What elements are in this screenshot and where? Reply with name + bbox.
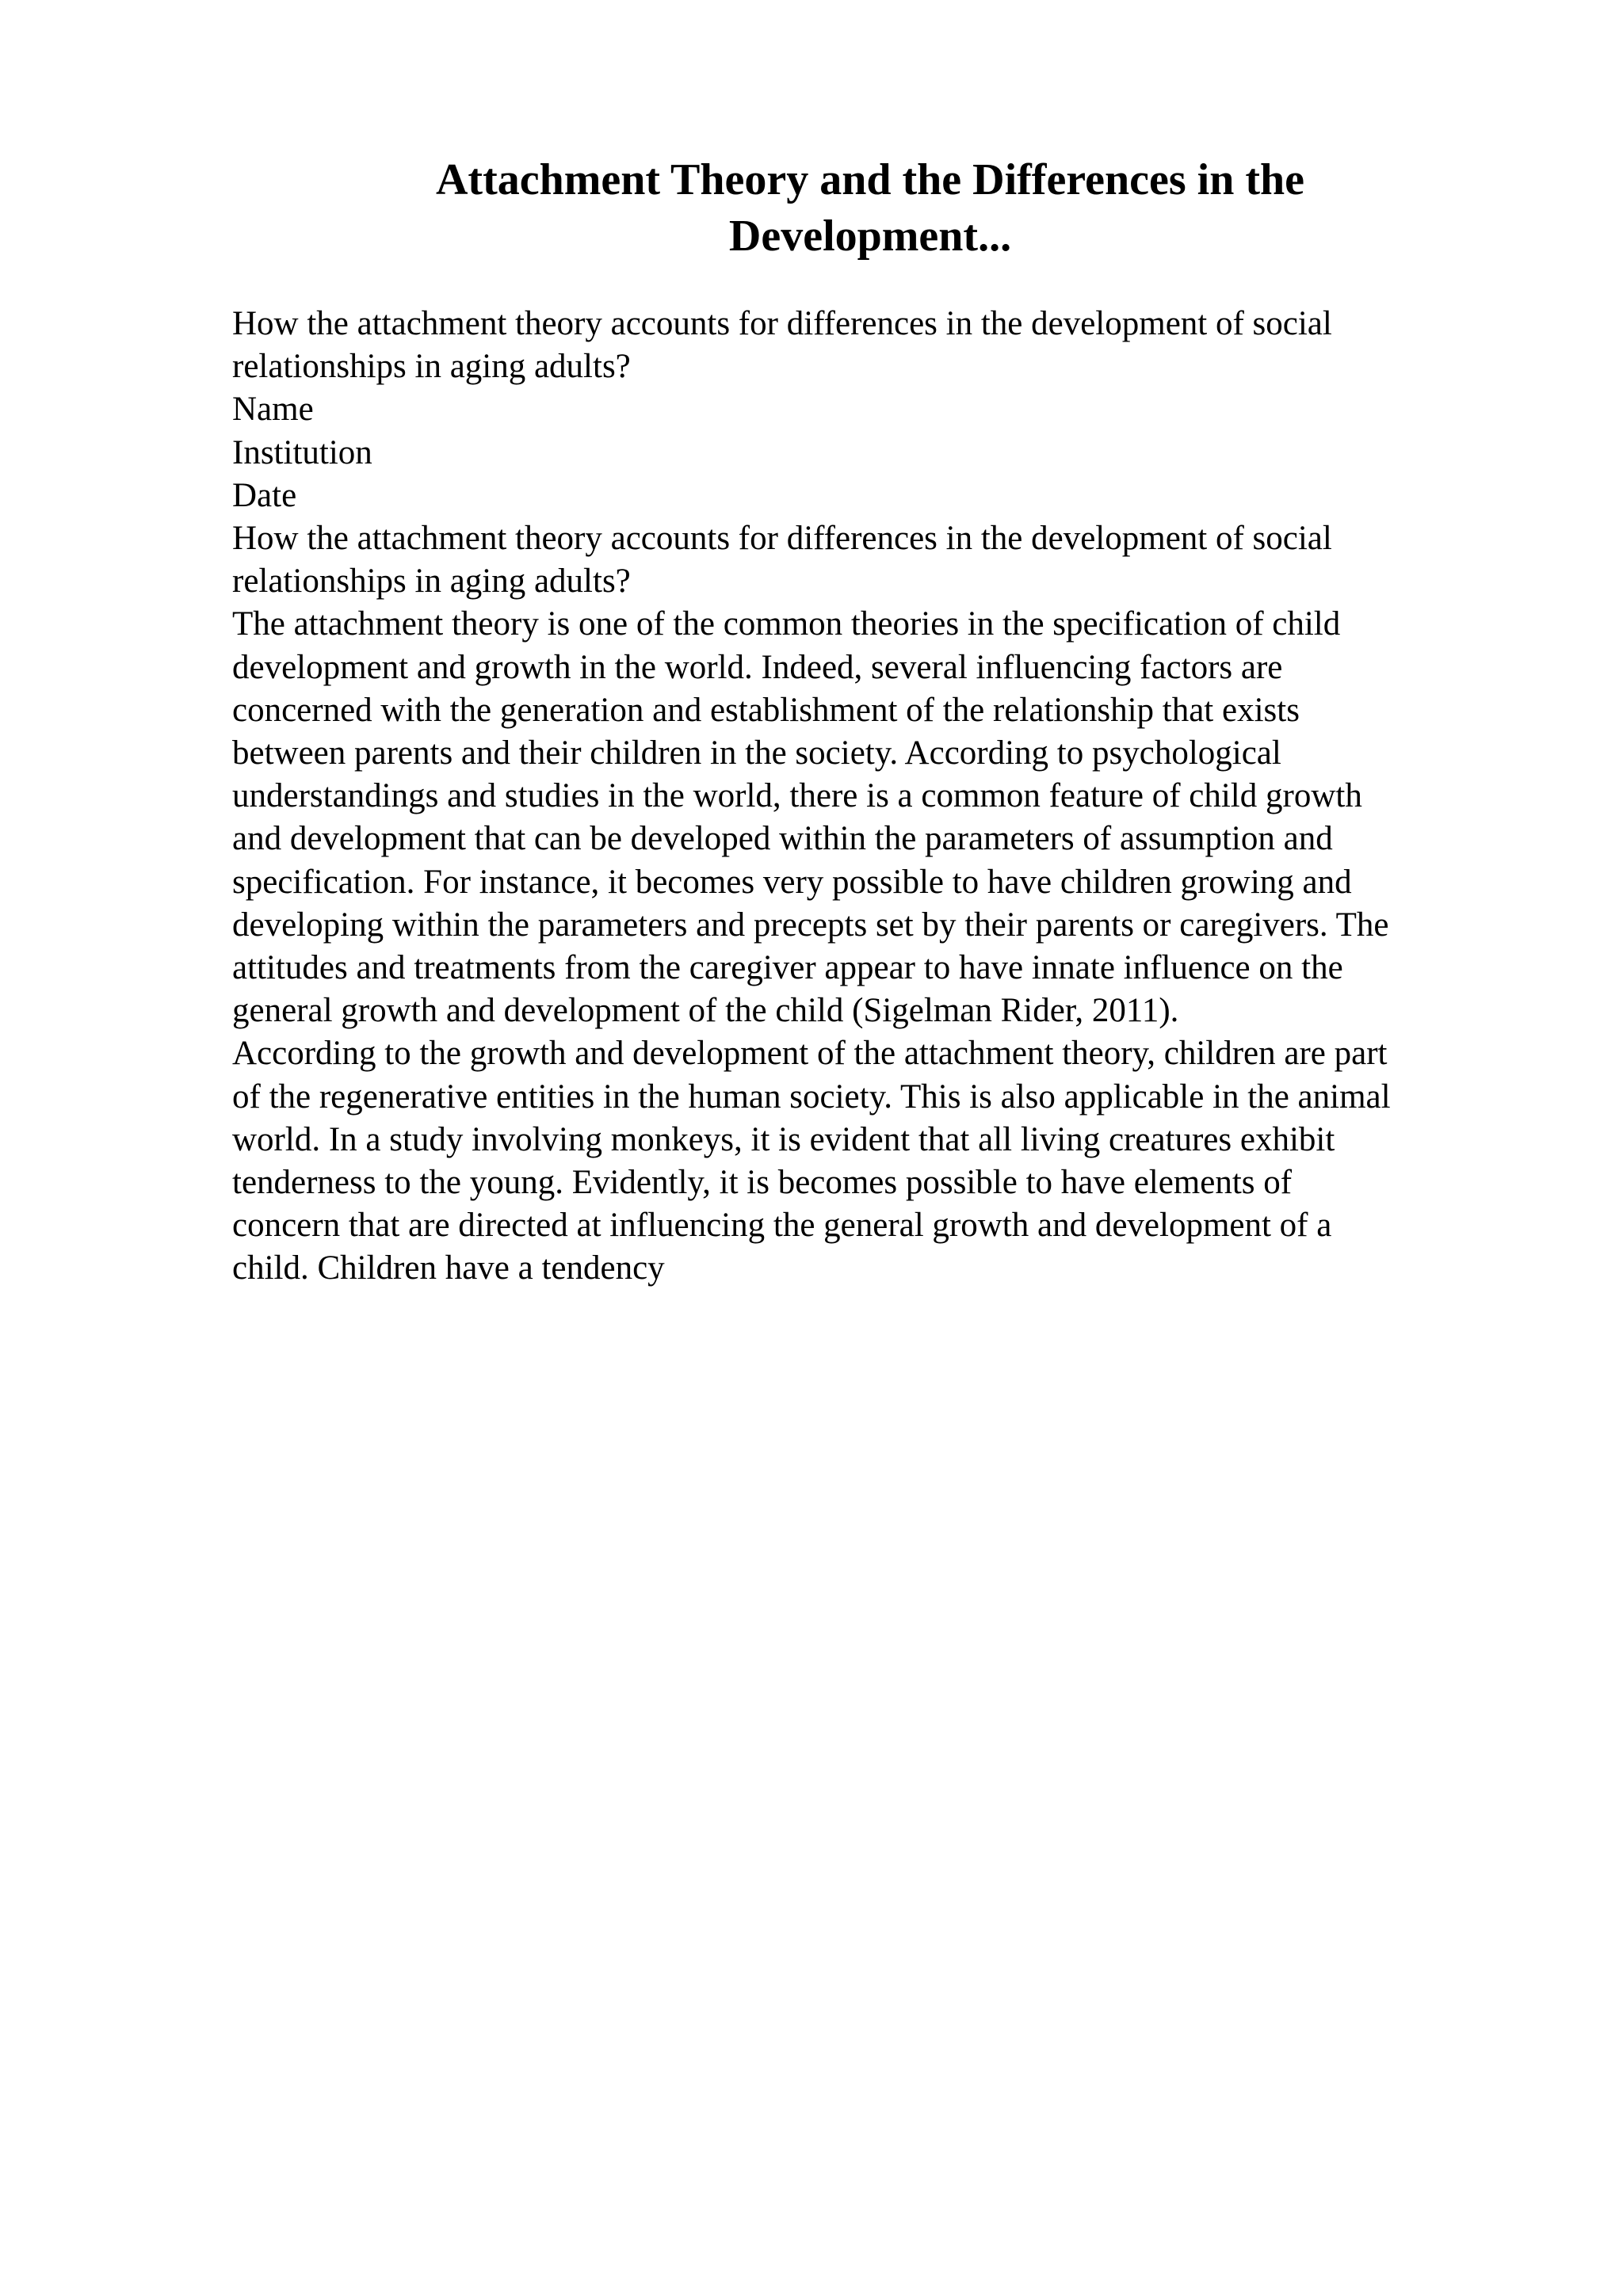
document-title (333, 152, 1407, 265)
body-line: development and growth in the world. Indeed, several influencing factors are (232, 648, 1283, 686)
body-line: concern that are directed at influencing the general growth and development of a (232, 1207, 1332, 1245)
document-body (232, 303, 1516, 1291)
body-line: developing within the parameters and precepts set by their parents or caregivers. The (232, 906, 1389, 944)
author-institution: Institution (232, 433, 372, 471)
body-line: world. In a study involving monkeys, it is evident that all living creatures exhibit (232, 1120, 1335, 1158)
body-line: relationships in aging adults? (232, 563, 631, 601)
body-line: general growth and development of the child (Sigelman Rider, 2011). (232, 992, 1179, 1030)
body-line: child. Children have a tendency (232, 1249, 665, 1287)
body-line: concerned with the generation and establishment of the relationship that exists (232, 691, 1300, 729)
body-line: understandings and studies in the world, there is a common feature of child growth (232, 777, 1362, 815)
body-line: specification. For instance, it becomes very possible to have children growing and (232, 863, 1352, 901)
body-line: The attachment theory is one of the common theories in the specification of child (232, 605, 1341, 643)
title-line-2: Development... (728, 212, 1012, 261)
body-line: between parents and their children in the society. According to psychological (232, 734, 1281, 772)
document-date: Date (232, 476, 297, 514)
title-line-1: Attachment Theory and the Differences in the (435, 155, 1305, 204)
body-line: relationships in aging adults? (232, 348, 631, 386)
body-line: of the regenerative entities in the human society. This is also applicable in the animal (232, 1077, 1391, 1116)
body-line: How the attachment theory accounts for differences in the development of social (232, 520, 1332, 558)
body-line: According to the growth and development of the attachment theory, children are part (232, 1035, 1388, 1073)
body-line: and development that can be developed within the parameters of assumption and (232, 820, 1333, 858)
body-line: attitudes and treatments from the caregiver appear to have innate influence on the (232, 949, 1343, 987)
body-line: tenderness to the young. Evidently, it is becomes possible to have elements of (232, 1164, 1293, 1202)
body-line: How the attachment theory accounts for differences in the development of social (232, 305, 1332, 342)
author-name: Name (232, 391, 314, 429)
